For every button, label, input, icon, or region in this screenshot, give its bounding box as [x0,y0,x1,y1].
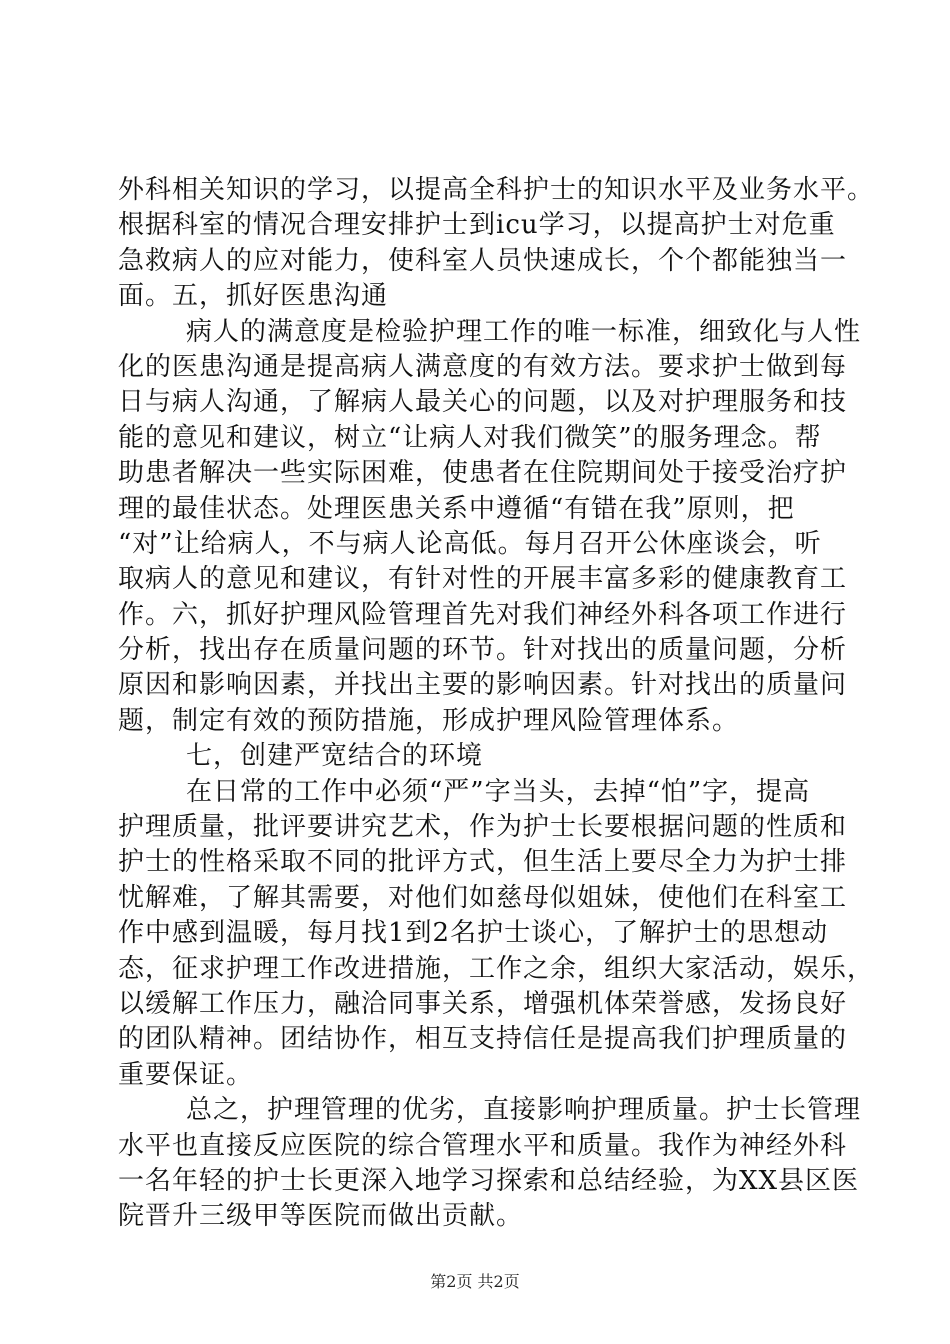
text-line: 急救病人的应对能力，使科室人员快速成长，个个都能独当一 [118,245,848,276]
text-line: 日与病人沟通，了解病人最关心的问题，以及对护理服务和技 [118,387,848,418]
text-line: 化的医患沟通是提高病人满意度的有效方法。要求护士做到每 [118,351,848,382]
text-line: 分析，找出存在质量问题的环节。针对找出的质量问题，分析 [118,635,848,666]
text-line: 外科相关知识的学习，以提高全科护士的知识水平及业务水平。 [118,175,875,205]
text-line: 作中感到温暖，每月找1到2名护士谈心，了解护士的思想动 [118,918,829,949]
text-line: 重要保证。 [118,1059,254,1090]
text-line: 作。六，抓好护理风险管理首先对我们神经外科各项工作进行 [118,599,848,630]
text-line: “对”让给病人，不与病人论高低。每月召开公休座谈会，听 [118,528,822,559]
text-line: 忧解难，了解其需要，对他们如慈母似姐妹，使他们在科室工 [118,882,848,913]
text-line: 理的最佳状态。处理医患关系中遵循“有错在我”原则，把 [118,493,795,524]
document-body [118,173,875,1235]
text-line: 总之，护理管理的优劣，直接影响护理质量。护士长管理 [186,1095,862,1126]
text-line: 取病人的意见和建议，有针对性的开展丰富多彩的健康教育工 [118,564,848,595]
text-line: 助患者解决一些实际困难，使患者在住院期间处于接受治疗护 [118,458,848,489]
text-line: 病人的满意度是检验护理工作的唯一标准，细致化与人性 [186,316,862,347]
text-line: 的团队精神。团结协作，相互支持信任是提高我们护理质量的 [118,1024,848,1055]
text-line: 护理质量，批评要讲究艺术，作为护士长要根据问题的性质和 [118,812,848,843]
text-line: 一名年轻的护士长更深入地学习探索和总结经验，为XX县区医 [118,1165,860,1196]
text-line: 七，创建严宽结合的环境 [186,741,484,772]
text-line: 题，制定有效的预防措施，形成护理风险管理体系。 [118,705,740,736]
page-footer: 第2页 共2页 [430,1272,520,1291]
text-line: 护士的性格采取不同的批评方式，但生活上要尽全力为护士排 [118,847,848,878]
text-line: 面。五，抓好医患沟通 [118,281,389,312]
text-line: 院晋升三级甲等医院而做出贡献。 [118,1201,524,1232]
text-line: 态，征求护理工作改进措施，工作之余，组织大家活动，娱乐， [118,953,875,984]
text-line: 水平也直接反应医院的综合管理水平和质量。我作为神经外科 [118,1130,848,1161]
text-line: 在日常的工作中必须“严”字当头，去掉“怕”字，提高 [186,776,811,807]
text-line: 根据科室的情况合理安排护士到icu学习，以提高护士对危重 [118,210,836,241]
text-line: 以缓解工作压力，融洽同事关系，增强机体荣誉感，发扬良好 [118,988,848,1019]
text-line: 原因和影响因素，并找出主要的影响因素。针对找出的质量问 [118,670,848,701]
text-line: 能的意见和建议，树立“让病人对我们微笑”的服务理念。帮 [118,422,822,453]
